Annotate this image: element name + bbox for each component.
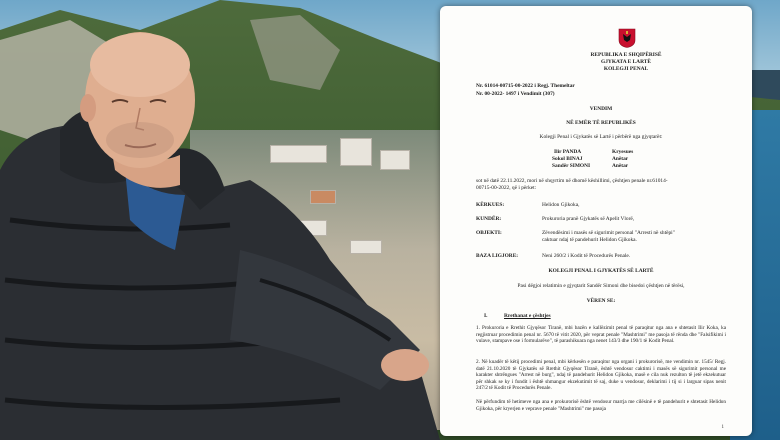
section-title: Rrethanat e çështjes <box>504 313 551 319</box>
panel-intro: Kolegji Penal i Gjykatës së Lartë i përbërë nga gjyqtarët: <box>539 134 663 140</box>
page-number: 1 <box>721 425 724 430</box>
finds-heading: VËREN SE: <box>586 298 616 304</box>
judge-role: Anëtar <box>612 156 629 162</box>
document-title: VENDIM <box>589 106 613 112</box>
legal-basis-value: Neni 260/2 i Kodit të Procedurës Penale. <box>542 253 631 259</box>
header-college: KOLEGJI PENAL <box>603 66 649 72</box>
college-text: Pasi dëgjoi relatimin e gjyqtarit Sandër Simoni dhe bisedoi çështjen në tërësi, <box>517 283 685 289</box>
paragraph-3: Në përfundim të hetimeve nga ana e prokurorisë është vendosur marrja me cilësinë e të pandehurit e shtetasit Helidon Gjikoka, për kryerjen e veprave penale "Mashtrimi" me pasoja <box>476 399 726 412</box>
party-label: OBJEKTI: <box>476 230 502 236</box>
legal-basis-label: BAZA LIGJORE: <box>476 253 519 259</box>
case-number-vendim: Nr. 00-2022- 1497 i Vendimit (307) <box>476 91 555 97</box>
party-label: KËRKUES: <box>476 202 505 208</box>
person-photo <box>0 20 440 440</box>
section-number: I. <box>484 313 488 319</box>
paragraph-1: 1. Prokuroria e Rrethit Gjyqësor Tiranë, mbi bazën e kallëzimit penal të paraqitur nga ana e shtetasit Ilir Koka, ka regjistruar procedimin penal nr. 5670 të vitit 2020, për veprat penale "Mashtrimi" me pasoja të rënda dhe "Falsifikimi i vulave, stampave ose i formularëve", të parashikuara nga nenet 143/3 dhe 190/1 të Kodit Penal. <box>476 325 726 345</box>
judge-name: Sandër SIMONI <box>552 163 591 169</box>
document-subtitle: NË EMËR TË REPUBLIKËS <box>566 120 636 126</box>
party-value: Helidon Gjikoka, <box>542 202 580 208</box>
court-decision-document <box>440 6 752 436</box>
paragraph-2: 2. Në kuadër të këtij procedimi penal, mbi kërkesën e paraqitur nga organi i prokurorisë, me vendimin nr. 1545/ Regj. datë 21.10.2020 të Gjykatës së Rrethit Gjyqësor Tiranë, është vendosur caktimi i masës së sigurimit personal me karakter shtrëngues "Arrest në burg", ndaj të pandehurit Helidon Gjikoka, masë e cila nuk rezulton të jetë ekzekutuar për shkak se ky i fundit i është shmangur ekzekutimit të saj, duke u vendosur, deklarimi i tij si i larguar sipas nenit 247/2 të Kodit të Procedurës Penale. <box>476 359 726 392</box>
judge-name: Ilir PANDA <box>554 149 582 155</box>
party-value: Zëvendësimi i masës së sigurimit personal "Arresti në shtëpi" <box>542 230 675 236</box>
session-text: 00715-00-2022, që i përket: <box>476 185 537 191</box>
judge-role: Anëtar <box>612 163 629 169</box>
judge-role: Kryesues <box>612 149 634 155</box>
albanian-coat-of-arms-icon <box>618 28 636 48</box>
judge-name: Sokol BINAJ <box>552 156 583 162</box>
header-court: GJYKATA E LARTË <box>601 59 651 65</box>
party-value: Prokuroria pranë Gjykatës së Apelit Vlorë, <box>542 216 635 222</box>
case-number-regj: Nr. 61014-00715-00-2022 i Regj. Themeltar <box>476 83 575 89</box>
party-value: caktuar ndaj të pandehurit Helidon Gjikoka. <box>542 237 637 243</box>
party-label: KUNDËR: <box>476 216 502 222</box>
session-text: sot në datë 22.11.2022, mori në shqyrtim në dhomë këshillimi, çështjen penale nr.61014- <box>476 178 668 184</box>
college-heading: KOLEGJI PENAL I GJYKATËS SË LARTË <box>548 268 654 274</box>
header-republic: REPUBLIKA E SHQIPËRISË <box>590 52 662 58</box>
